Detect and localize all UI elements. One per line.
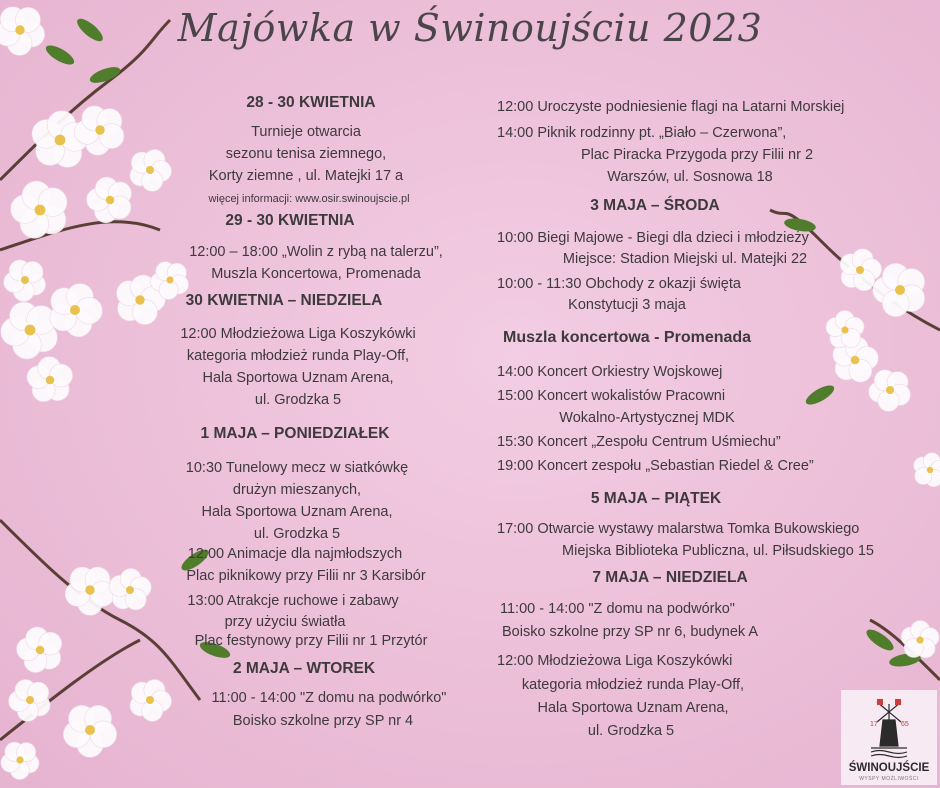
blossom [50, 284, 102, 337]
logo-name: ŚWINOUJŚCIE [848, 762, 930, 774]
day-heading-7-may: 7 MAJA – NIEDZIELA [592, 569, 748, 586]
event-line: Hala Sportowa Uznam Arena, [202, 370, 394, 386]
blossom [1, 742, 39, 780]
logo-year-left: 17 [870, 721, 878, 728]
event-line: 10:00 - 11:30 Obchody z okazji święta [497, 276, 741, 292]
event-line: 17:00 Otwarcie wystawy malarstwa Tomka Bukowskiego [497, 521, 860, 537]
day-heading-3-may: 3 MAJA – ŚRODA [590, 197, 720, 214]
blossom [826, 310, 864, 347]
event-line: Turnieje otwarcia [251, 124, 361, 140]
event-line: 14:00 Piknik rodzinny pt. „Biało – Czerwona”, [497, 125, 787, 141]
event-line: 12:00 Młodzieżowa Liga Koszykówki [180, 326, 416, 342]
event-line: Boisko szkolne przy SP nr 4 [232, 713, 414, 729]
blossom [130, 149, 172, 191]
day-heading-29-30-april: 29 - 30 KWIETNIA [225, 212, 355, 229]
event-line: Boisko szkolne przy SP nr 6, budynek A [502, 624, 759, 640]
event-line: 12:00 Uroczyste podniesienie flagi na Latarni Morskiej [497, 99, 845, 115]
event-line: Plac festynowy przy Filii nr 1 Przytór [194, 633, 428, 649]
event-line: 11:00 - 14:00 "Z domu na podwórko" [211, 690, 447, 706]
blossom [914, 453, 940, 487]
blossom [17, 627, 62, 673]
event-line: ul. Grodzka 5 [587, 723, 675, 739]
branches [0, 15, 940, 740]
event-line: Miejsce: Stadion Miejski ul. Matejki 22 [562, 251, 808, 267]
event-line: 12:00 Animacje dla najmłodszych [187, 546, 403, 562]
event-line: ul. Grodzka 5 [253, 526, 341, 542]
event-line: przy użyciu światła [224, 614, 346, 630]
concert-line: 15:00 Koncert wokalistów Pracowni [497, 388, 726, 404]
city-logo [841, 690, 937, 785]
event-line: Korty ziemne , ul. Matejki 17 a [208, 168, 404, 184]
logo-tagline: WYSPY MOŻLIWOŚCI [859, 776, 919, 782]
blossom [869, 370, 911, 412]
blossoms [0, 7, 940, 780]
event-line: 12:00 Młodzieżowa Liga Koszykówki [497, 653, 733, 669]
event-line: Konstytucji 3 maja [568, 297, 686, 313]
event-line: Warszów, ul. Sosnowa 18 [607, 169, 773, 185]
blossom [130, 679, 172, 721]
event-line: Muszla Koncertowa, Promenada [211, 266, 421, 282]
leaf [803, 382, 837, 408]
event-line: 10:30 Tunelowy mecz w siatkówkę [185, 460, 409, 476]
event-line: kategoria młodzież runda Play-Off, [521, 677, 745, 693]
blossom [4, 260, 46, 302]
day-heading-30-april: 30 KWIETNIA – NIEDZIELA [185, 292, 383, 309]
event-line: Hala Sportowa Uznam Arena, [537, 700, 729, 716]
leaf [863, 626, 896, 654]
day-heading-5-may: 5 MAJA – PIĄTEK [590, 490, 722, 507]
day-heading-28-30-april: 28 - 30 KWIETNIA [246, 94, 376, 111]
windmill-icon [841, 690, 937, 762]
event-line: Miejska Biblioteka Publiczna, ul. Piłsudskiego 15 [562, 543, 874, 559]
event-line: Hala Sportowa Uznam Arena, [201, 504, 393, 520]
event-line: 11:00 - 14:00 "Z domu na podwórko" [500, 601, 735, 617]
blossom [65, 567, 115, 616]
venue-subheading: Muszla koncertowa - Promenada [503, 329, 752, 346]
event-line: Plac piknikowy przy Filii nr 3 Karsibór [186, 568, 426, 584]
blossom [901, 620, 939, 658]
logo-year-right: 65 [901, 721, 909, 728]
event-line: 12:00 – 18:00 „Wolin z rybą na talerzu”, [189, 244, 443, 260]
event-line: Plac Piracka Przygoda przy Filii nr 2 [580, 147, 814, 163]
concert-line: 15:30 Koncert „Zespołu Centrum Uśmiechu” [497, 434, 781, 450]
concert-line: 19:00 Koncert zespołu „Sebastian Riedel & Cree” [497, 458, 814, 474]
event-line: drużyn mieszanych, [232, 482, 362, 498]
event-line: 10:00 Biegi Majowe - Biegi dla dzieci i młodzieży [497, 230, 809, 246]
poster-title: Majówka w Świnoujściu 2023 [177, 6, 763, 50]
blossom [1, 302, 58, 359]
concert-line: 14:00 Koncert Orkiestry Wojskowej [497, 364, 723, 380]
blossom [63, 705, 116, 757]
day-heading-1-may: 1 MAJA – PONIEDZIAŁEK [200, 425, 390, 442]
blossom [11, 181, 68, 238]
event-line: sezonu tenisa ziemnego, [225, 146, 387, 162]
day-heading-2-may: 2 MAJA – WTOREK [232, 660, 376, 677]
event-line: kategoria młodzież runda Play-Off, [186, 348, 410, 364]
blossom [9, 679, 51, 721]
event-line: 13:00 Atrakcje ruchowe i zabawy [187, 593, 399, 609]
info-link-text: więcej informacji: www.osir.swinoujscie.pl [208, 193, 410, 205]
blossom [87, 177, 132, 223]
blossom [109, 568, 151, 610]
blossom [27, 357, 73, 402]
concert-line: Wokalno-Artystycznej MDK [559, 410, 735, 426]
event-line: ul. Grodzka 5 [254, 392, 342, 408]
